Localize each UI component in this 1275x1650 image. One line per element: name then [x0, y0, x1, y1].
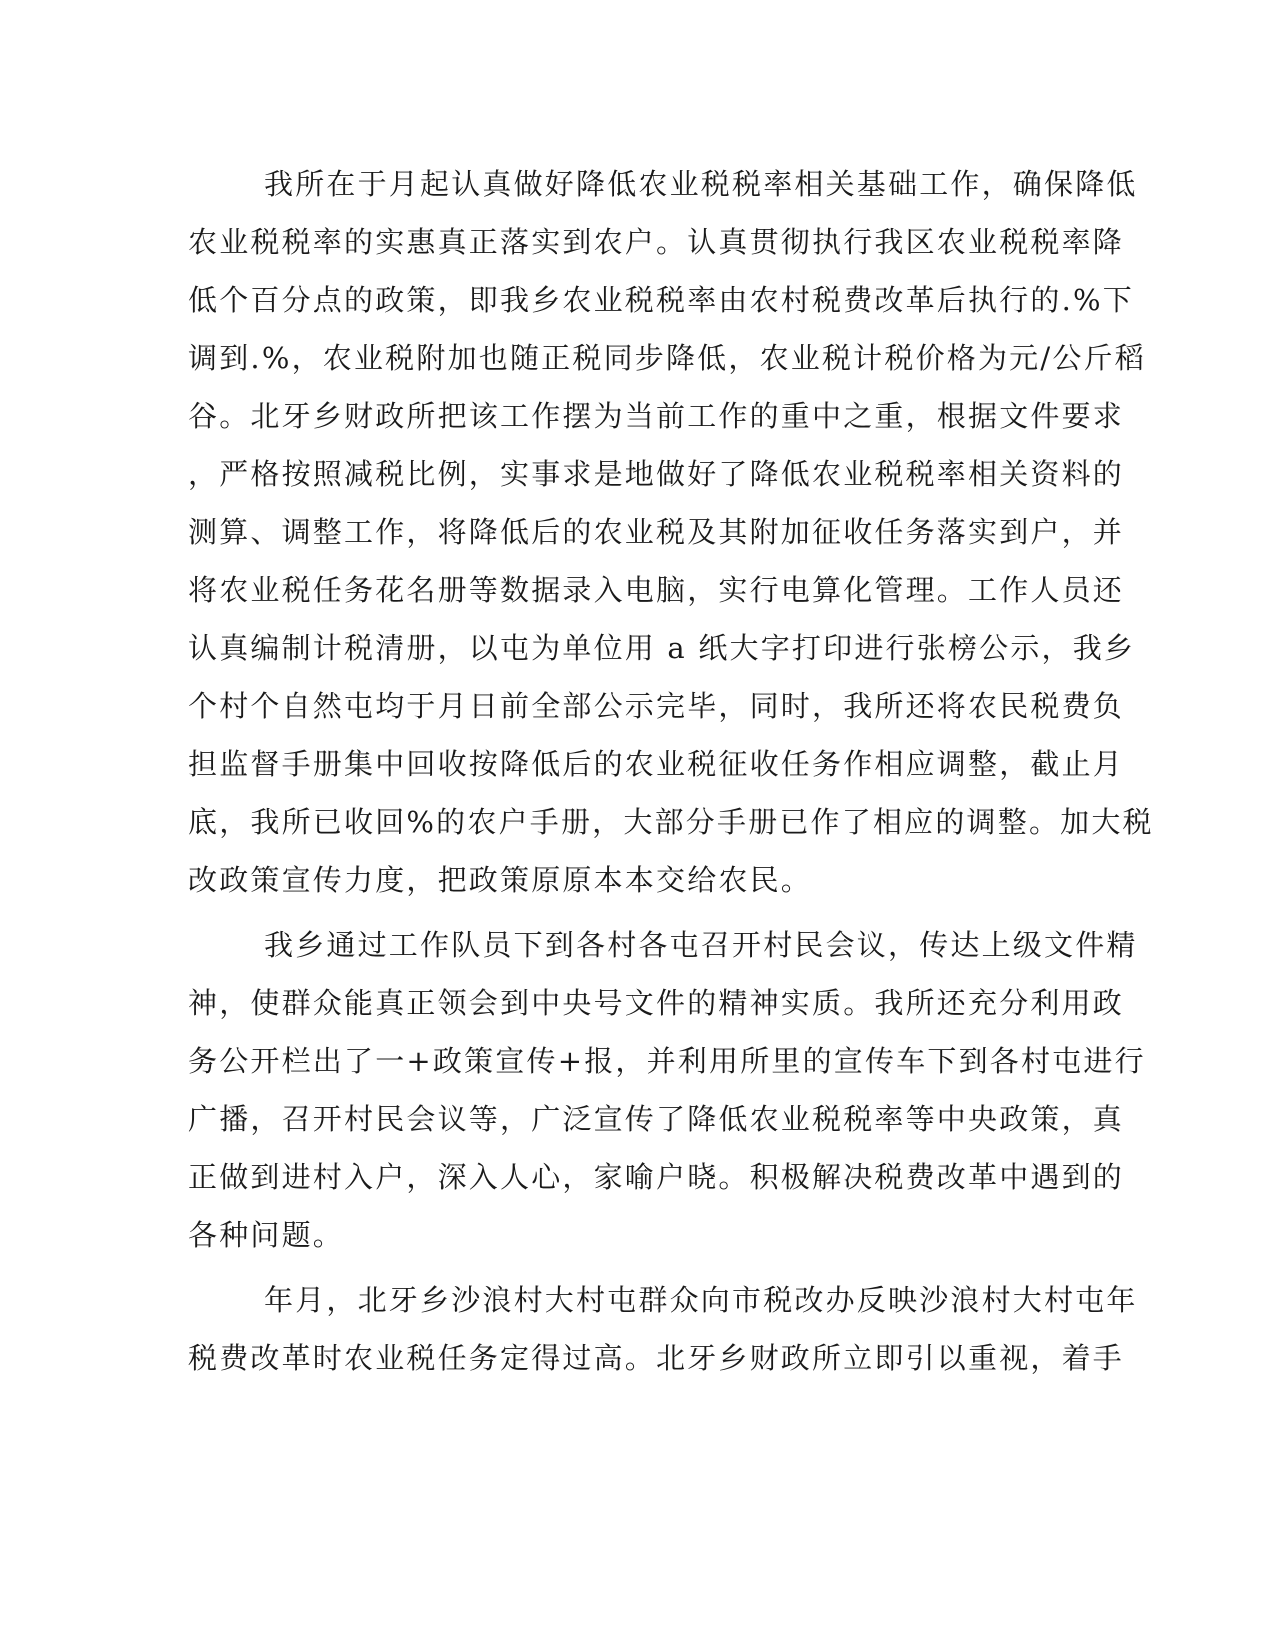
- paragraph-1-line-10: 个村个自然屯均于月日前全部公示完毕，同时，我所还将农民税费负: [188, 689, 1125, 723]
- paragraph-1-line-4: 调到.%，农业税附加也随正税同步降低，农业税计税价格为元/公斤稻: [188, 341, 1146, 375]
- paragraph-1-line-9: 认真编制计税清册，以屯为单位用 a 纸大字打印进行张榜公示，我乡: [188, 631, 1136, 665]
- paragraph-3-line-2: 税费改革时农业税任务定得过高。北牙乡财政所立即引以重视，着手: [188, 1341, 1125, 1375]
- paragraph-1-line-1: 我所在于月起认真做好降低农业税税率相关基础工作，确保降低: [264, 167, 1138, 201]
- paragraph-3-line-1: 年月，北牙乡沙浪村大村屯群众向市税改办反映沙浪村大村屯年: [264, 1283, 1138, 1317]
- paragraph-1-line-13: 改政策宣传力度，把政策原原本本交给农民。: [188, 863, 813, 897]
- paragraph-2-line-6: 各种问题。: [188, 1218, 345, 1252]
- paragraph-1-line-3: 低个百分点的政策，即我乡农业税税率由农村税费改革后执行的.%下: [188, 283, 1134, 317]
- paragraph-1-line-6: ，严格按照减税比例，实事求是地做好了降低农业税税率相关资料的: [188, 457, 1125, 491]
- paragraph-1-line-12: 底，我所已收回%的农户手册，大部分手册已作了相应的调整。加大税: [188, 805, 1154, 839]
- paragraph-1-line-7: 测算、调整工作，将降低后的农业税及其附加征收任务落实到户，并: [188, 515, 1125, 549]
- paragraph-2-line-2: 神，使群众能真正领会到中央号文件的精神实质。我所还充分利用政: [188, 986, 1125, 1020]
- paragraph-1-line-5: 谷。北牙乡财政所把该工作摆为当前工作的重中之重，根据文件要求: [188, 399, 1125, 433]
- paragraph-2-line-3: 务公开栏出了一+政策宣传+报，并利用所里的宣传车下到各村屯进行: [188, 1044, 1146, 1078]
- paragraph-1-line-2: 农业税税率的实惠真正落实到农户。认真贯彻执行我区农业税税率降: [188, 225, 1125, 259]
- paragraph-2-line-4: 广播，召开村民会议等，广泛宣传了降低农业税税率等中央政策，真: [188, 1102, 1125, 1136]
- paragraph-2-line-1: 我乡通过工作队员下到各村各屯召开村民会议，传达上级文件精: [264, 928, 1138, 962]
- paragraph-1-line-11: 担监督手册集中回收按降低后的农业税征收任务作相应调整，截止月: [188, 747, 1125, 781]
- paragraph-1-line-8: 将农业税任务花名册等数据录入电脑，实行电算化管理。工作人员还: [188, 573, 1125, 607]
- paragraph-2-line-5: 正做到进村入户，深入人心，家喻户晓。积极解决税费改革中遇到的: [188, 1160, 1125, 1194]
